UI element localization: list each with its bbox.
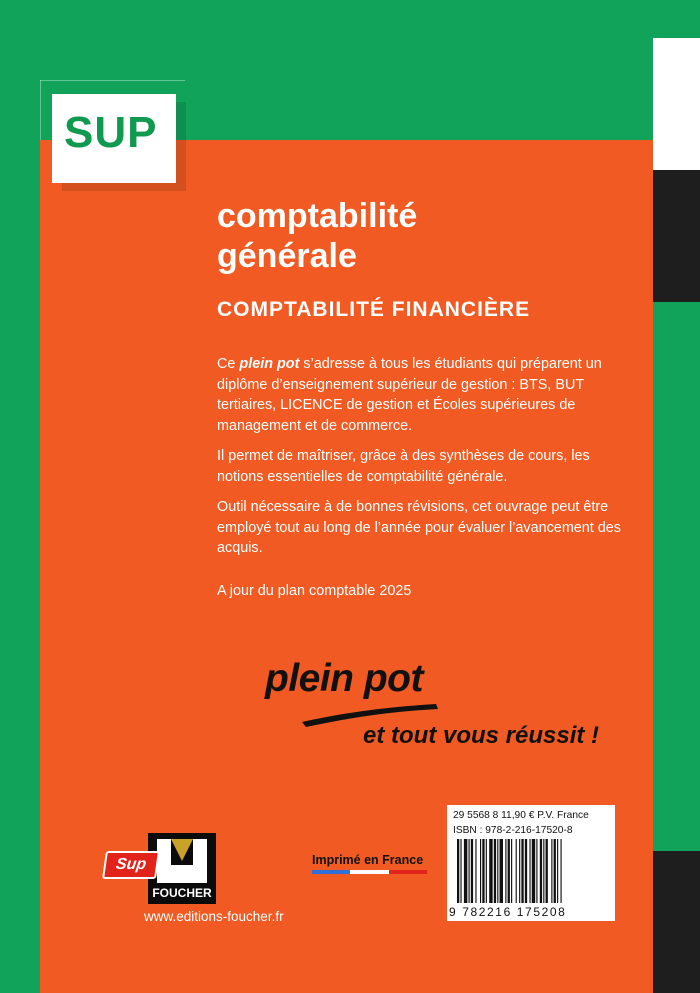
side-tab-dark-top — [653, 170, 700, 302]
french-flag-stripe — [312, 870, 427, 874]
slogan-sub: et tout vous réussit ! — [363, 722, 600, 749]
barcode-icon — [451, 839, 611, 905]
description — [217, 354, 637, 611]
frame-line-horizontal — [40, 80, 185, 81]
title-line-1: comptabilité — [217, 197, 418, 235]
description-paragraph-2: Il permet de maîtriser, grâce à des synthèses de cours, les notions essentielles de comptabilité générale. — [217, 448, 590, 485]
sup-badge — [52, 94, 176, 183]
book-subtitle: COMPTABILITÉ FINANCIÈRE — [217, 298, 531, 321]
side-tab-white — [653, 38, 700, 170]
description-paragraph-1: Ce plein pot s’adresse à tous les étudiants qui préparent un diplôme d’enseignement supérieur de gestion : BTS, BUT tertiaires, LICENCE de gestion et Écoles supérieures de management et de commerce. — [217, 356, 602, 434]
barcode-digits: 9 782216 175208 — [449, 905, 567, 919]
sup-badge-text: SUP — [64, 108, 158, 157]
plein-pot-emphasis: plein pot — [239, 356, 300, 372]
description-paragraph-3: Outil nécessaire à de bonnes révisions, cet ouvrage peut être employé tout au long de l’année pour évaluer l’avancement des acquis. — [217, 499, 622, 556]
update-note: A jour du plan comptable 2025 — [217, 582, 412, 599]
foucher-name: FOUCHER — [152, 886, 212, 900]
slogan-main: plein pot — [265, 657, 423, 700]
foucher-mark-icon — [157, 839, 207, 883]
sup-logo: Sup — [102, 851, 160, 879]
side-tab-dark-bottom — [653, 851, 700, 993]
barcode-panel — [447, 805, 615, 921]
foucher-logo — [148, 833, 216, 904]
title-line-2: générale — [217, 237, 357, 275]
book-title — [217, 196, 617, 276]
isbn-line: ISBN : 978-2-216-17520-8 — [453, 825, 573, 836]
price-line: 29 5568 8 11,90 € P.V. France — [453, 810, 589, 821]
printed-in-france: Imprimé en France — [312, 853, 424, 867]
website-url[interactable]: www.editions-foucher.fr — [144, 909, 284, 924]
